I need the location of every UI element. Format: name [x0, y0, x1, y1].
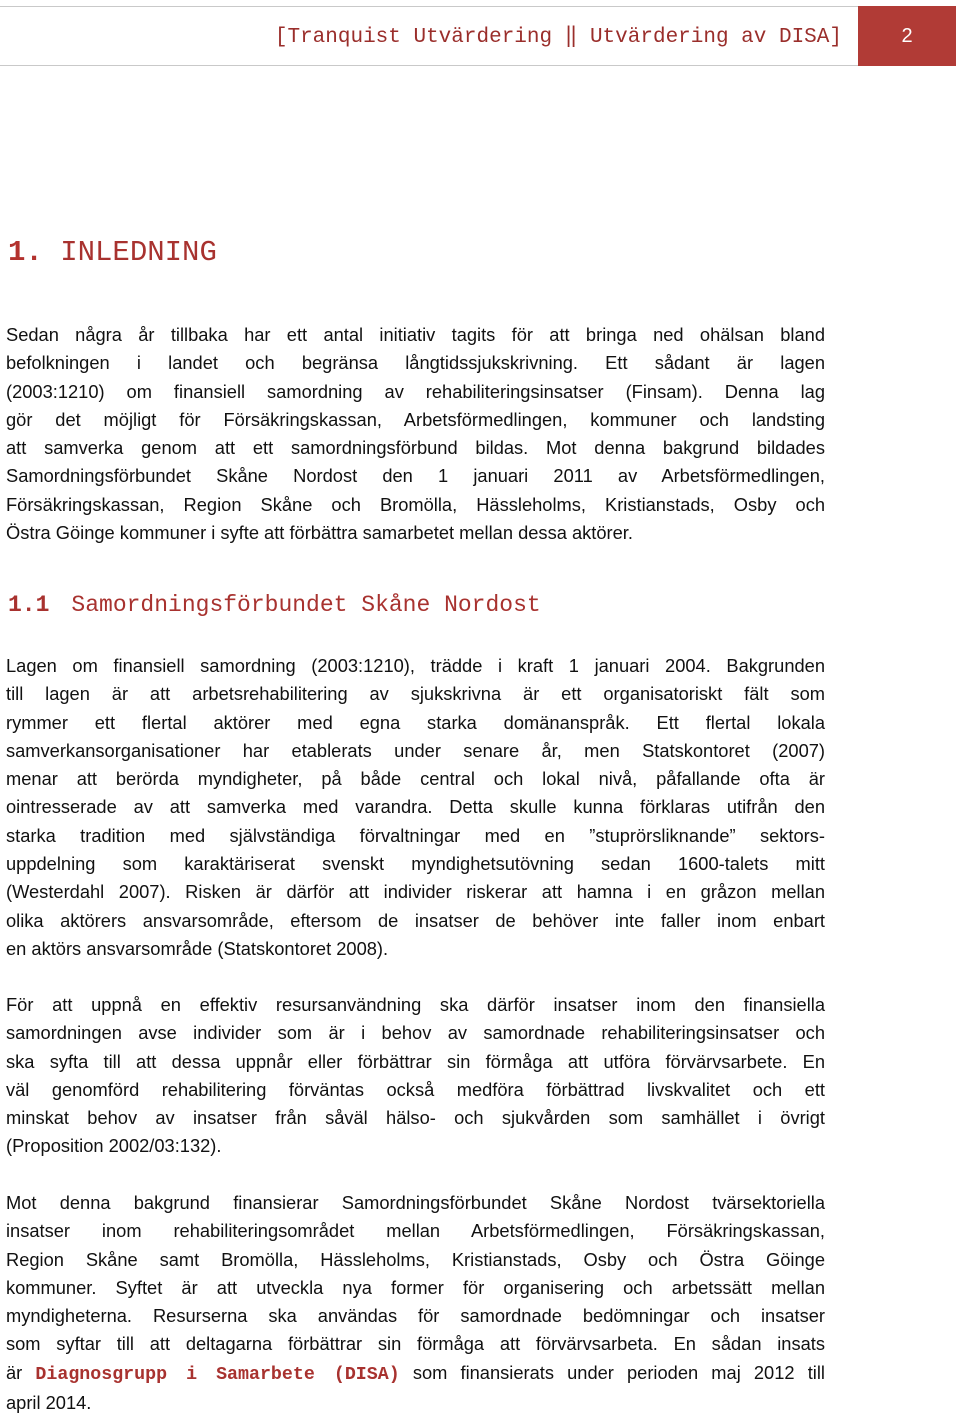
paragraph-line: väl genomförd rehabilitering förväntas också medföra förbättrad livskvalitet och ett [6, 1078, 825, 1100]
paragraph-3 [6, 991, 825, 1161]
subsection-title: Samordningsförbundet Skåne Nordost [71, 592, 541, 618]
page-number: 2 [858, 6, 956, 66]
paragraph-line-with-emphasis [6, 1359, 825, 1389]
section-number: 1. [8, 236, 43, 269]
paragraph-line: kommuner. Syftet är att utveckla nya former för organisering och arbetssätt mellan [6, 1276, 825, 1298]
paragraph-4 [6, 1189, 825, 1417]
paragraph-line: Region Skåne samt Bromölla, Hässleholms, Kristianstads, Osby och Östra Göinge [6, 1248, 825, 1270]
paragraph-1 [6, 321, 825, 547]
paragraph-line: starka tradition med självständiga förvaltningar med en ”stuprörsliknande” sektors- [6, 824, 825, 846]
paragraph-line: Försäkringskassan, Region Skåne och Bromölla, Hässleholms, Kristianstads, Osby och [6, 493, 825, 515]
paragraph-line: uppdelning som karaktäriserat svenskt myndighetsutövning sedan 1600-talets mitt [6, 853, 825, 875]
paragraph-line: (2003:1210) om finansiell samordning av rehabiliteringsinsatser (Finsam). Denna lag [6, 380, 825, 402]
paragraph-line: en aktörs ansvarsområde (Statskontoret 2008). [6, 937, 389, 959]
paragraph-line: Östra Göinge kommuner i syfte att förbättra samarbetet mellan dessa aktörer. [6, 522, 633, 544]
paragraph-line: myndigheterna. Resurserna ska användas för samordnade bedömningar och insatser [6, 1305, 825, 1327]
subsection-number: 1.1 [8, 592, 50, 618]
paragraph-line: som syftar till att deltagarna förbättrar sin förmåga att förvärvsarbeta. En sådan insats [6, 1333, 825, 1355]
paragraph-line: gör det möjligt för Försäkringskassan, Arbetsförmedlingen, kommuner och landsting [6, 408, 825, 430]
paragraph-line: För att uppnå en effektiv resursanvändning ska därför insatser inom den finansiella [6, 994, 825, 1015]
paragraph-line: befolkningen i landet och begränsa långtidssjukskrivning. Ett sådant är lagen [6, 352, 825, 374]
paragraph-line: (Proposition 2002/03:132). [6, 1135, 222, 1157]
header-title: [Tranquist Utvärdering ‖ Utvärdering av DISA] [274, 26, 842, 49]
paragraph-line: april 2014. [6, 1392, 92, 1414]
paragraph-line: rymmer ett flertal aktörer med egna starka domänanspråk. Ett flertal lokala [6, 711, 825, 733]
paragraph-line: Mot denna bakgrund finansierar Samordningsförbundet Skåne Nordost tvärsektoriella [6, 1192, 825, 1213]
running-header [0, 6, 956, 66]
paragraph-line: (Westerdahl 2007). Risken är därför att individer riskerar att hamna i en gråzon mellan [6, 881, 825, 903]
paragraph-line: insatser inom rehabiliteringsområdet mellan Arbetsförmedlingen, Försäkringskassan, [6, 1220, 825, 1242]
paragraph-line: samordningen avse individer som är i behov av samordnade rehabiliteringsinsatser och [6, 1022, 825, 1044]
section-title: INLEDNING [60, 236, 217, 269]
paragraph-line: till lagen är att arbetsrehabilitering av sjukskrivna är ett organisatoriskt fält som [6, 683, 825, 705]
section-heading-1-1 [8, 592, 541, 618]
disa-emphasis: Diagnosgrupp i Samarbete (DISA) [35, 1364, 400, 1385]
paragraph-2 [6, 652, 825, 963]
paragraph-line: ska syfta till att dessa uppnår eller förbättrar sin förmåga att utföra förvärvsarbete. En [6, 1050, 825, 1072]
line-suffix: som finansierats under perioden maj 2012 till [412, 1361, 825, 1383]
paragraph-line: Sedan några år tillbaka har ett antal initiativ tagits för att bringa ned ohälsan bland [6, 324, 825, 345]
paragraph-line: Lagen om finansiell samordning (2003:1210), trädde i kraft 1 januari 2004. Bakgrunden [6, 655, 825, 676]
line-prefix: är [6, 1361, 23, 1383]
paragraph-line: menar att berörda myndigheter, på både central och lokal nivå, påfallande ofta är [6, 768, 825, 790]
paragraph-line: minskat behov av insatser från såväl hälso- och sjukvården som samhället i övrigt [6, 1107, 825, 1129]
paragraph-line: ointresserade av att samverka med varandra. Detta skulle kunna förklaras utifrån den [6, 796, 825, 818]
paragraph-line: att samverka genom att ett samordningsförbund bildas. Mot denna bakgrund bildades [6, 437, 825, 459]
paragraph-line: olika aktörers ansvarsområde, eftersom de insatser de behöver inte faller inom enbart [6, 909, 825, 931]
paragraph-line: samverkansorganisationer har etablerats under senare år, men Statskontoret (2007) [6, 739, 825, 761]
paragraph-line: Samordningsförbundet Skåne Nordost den 1 januari 2011 av Arbetsförmedlingen, [6, 465, 825, 487]
section-heading-1 [8, 236, 217, 269]
